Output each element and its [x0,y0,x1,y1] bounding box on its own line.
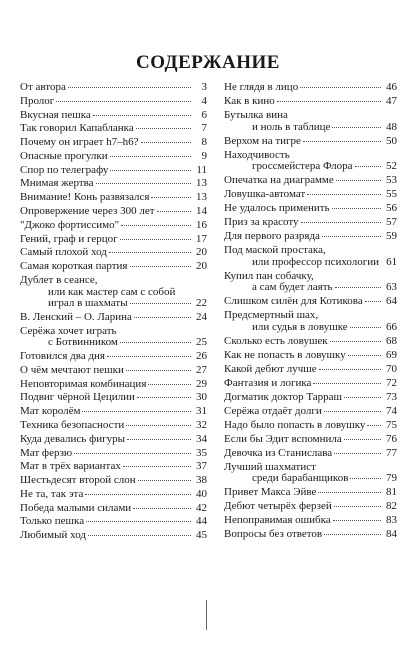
toc-page-number: 77 [386,446,397,459]
toc-page-number: 75 [386,418,397,431]
toc-entry-title: Сколько есть ловушек [224,334,328,347]
toc-entry-title: Пролог [20,94,55,107]
toc-entry-title: Приз за красоту [224,216,299,229]
toc-page-number: 84 [386,528,397,541]
toc-entry-title: Слишком силён для Котикова [224,295,363,308]
toc-entry [20,165,207,177]
toc-page-number: 44 [196,515,207,528]
dot-leader [344,397,381,398]
toc-entry-title: Не удалось применить [224,202,330,215]
toc-entry [224,487,397,499]
toc-entry-title: Так говорил Капабланка [20,122,134,135]
toc-entry-title: Бутылка вина [224,108,288,121]
page-center-mark [206,600,207,630]
toc-entry [20,392,207,404]
toc-page-number: 81 [386,486,397,499]
toc-entry-title: Надо было попасть в ловушку [224,418,366,431]
dot-leader [324,534,381,535]
toc-entry-title: Предсмертный шах, [224,309,319,322]
toc-page-number: 22 [196,297,207,310]
toc-page-number: 83 [386,514,397,527]
toc-entry [224,406,397,418]
dot-leader [365,301,381,302]
toc-page-number: 48 [386,120,397,133]
toc-entry-title: Опровержение через 300 лет [20,205,155,218]
toc-entry-title: или профессор психологии [252,255,380,268]
toc-entry [20,247,207,259]
toc-entry-title: среди барабанщиков [252,472,349,485]
toc-entry [224,515,397,527]
toc-entry-title: Какой дебют лучше [224,362,317,375]
dot-leader [56,101,191,102]
toc-entry [224,82,397,94]
toc-entry-title: Любимый ход [20,529,87,542]
toc-entry-title: Догматик доктор Тарраш [224,390,343,403]
toc-entry-title: Под маской простака, [224,244,326,257]
toc-page-number: 13 [196,177,207,190]
dot-leader [300,87,381,88]
toc-page-number: 25 [196,336,207,349]
toc-entry [20,82,207,94]
toc-entry-title: Вопросы без ответов [224,528,323,541]
dot-leader [367,425,381,426]
toc-entry-title: Мат в трёх вариантах [20,460,121,473]
toc-entry [20,326,207,349]
toc-entry-title: Не та, так эта [20,487,84,500]
toc-entry-title: В. Ленский – О. Ларина [20,310,132,323]
toc-entry [224,136,397,148]
toc-entry [20,530,207,542]
toc-page-number: 4 [201,94,207,107]
toc-page-number: 55 [386,188,397,201]
dot-leader [151,197,191,198]
toc-entry [224,217,397,229]
toc-entry-title: а сам будет лаять [252,281,333,294]
toc-entry [224,271,397,294]
toc-entry [20,312,207,324]
toc-entry [20,220,207,232]
dot-leader [130,266,192,267]
dot-leader [319,369,381,370]
toc-entry [224,364,397,376]
dot-leader [334,453,381,454]
toc-entry-title: "Джоко фортиссимо" [20,218,120,231]
toc-entry [20,96,207,108]
toc-page-number: 40 [196,487,207,500]
toc-entry-title: Победа малыми силами [20,501,132,514]
toc-entry [20,137,207,149]
toc-entry-title: или как мастер сам с собой [48,285,176,298]
dot-leader [134,317,191,318]
toc-entry [20,516,207,528]
dot-leader [344,439,381,440]
toc-entry [224,96,397,108]
page-title: СОДЕРЖАНИЕ [136,52,280,73]
toc-entry-title: Вкусная пешка [20,108,91,121]
dot-leader [277,101,381,102]
toc-entry-title: Ловушка-автомат [224,188,306,201]
toc-entry [224,203,397,215]
toc-page-number: 79 [386,472,397,485]
dot-leader [93,115,191,116]
toc-page-number: 61 [386,255,398,268]
toc-entry-title: Как в кино [224,94,275,107]
toc-entry-title: Находчивость [224,148,290,161]
dot-leader [110,170,191,171]
toc-page-number: 27 [196,363,207,376]
toc-entry-title: Мат ферзю [20,446,73,459]
toc-page-number: 3 [201,81,207,93]
toc-page-number: 13 [196,191,207,204]
toc-page-number: 34 [196,432,207,445]
toc-entry [20,206,207,218]
dot-leader [335,287,381,288]
toc-page-number: 76 [386,432,397,445]
toc-entry-title: Дублет в сеансе, [20,273,98,286]
toc-page-number: 9 [201,149,207,162]
toc-entry-title: Внимание! Конь развязался [20,191,150,204]
toc-page-number: 35 [196,446,207,459]
toc-entry [224,336,397,348]
toc-entry [224,529,397,541]
dot-leader [322,236,381,237]
toc-page-number: 7 [201,122,207,135]
dot-leader [355,166,382,167]
toc-entry [20,151,207,163]
dot-leader [333,520,381,521]
toc-page-number: 20 [196,260,207,273]
dot-leader [86,521,191,522]
toc-entry-title: Верхом на тигре [224,134,301,147]
dot-leader [127,439,191,440]
toc-entry [20,192,207,204]
toc-entry-title: играл в шахматы [48,297,128,310]
dot-leader [88,535,191,536]
toc-page-number: 68 [386,334,397,347]
dot-leader [336,180,381,181]
toc-entry-title: и ноль в таблице [252,120,331,133]
toc-entry [224,245,397,268]
toc-entry-title: Готовился два дня [20,350,105,363]
dot-leader [120,239,191,240]
toc-page-number: 64 [386,295,397,308]
toc-entry [224,378,397,390]
toc-entry-title: Куда девались фигуры [20,432,125,445]
dot-leader [348,355,381,356]
dot-leader [148,384,191,385]
toc-page-number: 72 [386,376,397,389]
toc-entry-title: с Ботвинником [48,336,118,349]
toc-page-number: 47 [386,94,397,107]
toc-entry-title: Только пешка [20,515,85,528]
toc-entry-title: Опасные прогулки [20,149,108,162]
toc-entry [20,234,207,246]
toc-page-number: 26 [196,350,207,363]
toc-entry-title: или судья в ловушке [252,320,348,333]
toc-entry [224,310,397,333]
toc-entry [20,489,207,501]
dot-leader [109,252,191,253]
dot-leader [136,128,191,129]
toc-entry-title: Мат королём [20,405,81,418]
toc-entry-title: Фантазия и логика [224,376,312,389]
dot-leader [138,480,191,481]
toc-entry [224,110,397,133]
dot-leader [137,397,191,398]
toc-entry-title: Для первого разряда [224,230,320,243]
toc-entry-title: Лучший шахматист [224,460,316,473]
toc-entry-title: Не глядя в лицо [224,81,299,93]
dot-leader [141,142,191,143]
toc-entry-title: Гений, граф и герцог [20,232,118,245]
toc-page-number: 6 [201,108,207,121]
toc-page-number: 29 [196,377,207,390]
toc-column-left [20,82,207,544]
toc-entry [224,392,397,404]
toc-entry-title: Серёжа хочет играть [20,324,117,337]
toc-entry [224,175,397,187]
toc-page-number: 38 [196,474,207,487]
dot-leader [350,478,381,479]
dot-leader [157,211,191,212]
dot-leader [307,194,381,195]
toc-entry [224,189,397,201]
toc-entry [20,178,207,190]
toc-entry [224,150,397,173]
dot-leader [74,453,191,454]
toc-entry-title: Дебют четырёх ферзей [224,500,332,513]
toc-entry [20,351,207,363]
toc-page-number: 52 [386,160,397,173]
dot-leader [120,342,191,343]
toc-page-number: 20 [196,246,207,259]
dot-leader [126,370,191,371]
dot-leader [133,508,191,509]
toc-page-number: 73 [386,390,397,403]
toc-page-number: 70 [386,362,397,375]
dot-leader [96,183,191,184]
toc-page-number: 66 [386,320,397,333]
toc-entry [224,501,397,513]
toc-entry-title: Шестьдесят второй слон [20,474,136,487]
dot-leader [121,225,191,226]
dot-leader [350,327,381,328]
toc-entry [224,350,397,362]
toc-page-number: 82 [386,500,397,513]
toc-entry-title: гроссмейстера Флора [252,160,353,173]
toc-entry-title: Купил пан собачку, [224,269,314,282]
toc-page-number: 24 [196,310,207,323]
toc-entry-title: Мнимая жертва [20,177,94,190]
toc-entry [20,379,207,391]
toc-entry [20,503,207,515]
toc-entry-title: Если бы Эдит вспомнила [224,432,342,445]
dot-leader [82,411,191,412]
toc-entry [224,448,397,460]
toc-page-number: 14 [196,205,207,218]
toc-page-number: 69 [386,348,397,361]
dot-leader [68,87,191,88]
dot-leader [334,506,381,507]
toc-page-number: 46 [386,81,397,93]
toc-page-number: 37 [196,460,207,473]
toc-entry [20,275,207,310]
toc-entry-title: Самый плохой ход [20,246,107,259]
toc-page-number: 53 [386,174,397,187]
toc-page-number: 8 [201,136,207,149]
toc-page-number: 50 [386,134,397,147]
toc-entry [224,434,397,446]
toc-entry-title: Самая короткая партия [20,260,128,273]
dot-leader [126,425,191,426]
toc-page-number: 74 [386,404,397,417]
toc-entry [224,231,397,243]
toc-entry-title: Неповторимая комбинация [20,377,147,390]
toc-entry [20,461,207,473]
toc-column-right [224,82,397,543]
toc-page-number: 16 [196,218,207,231]
dot-leader [123,466,191,467]
toc-entry [224,296,397,308]
dot-leader [301,222,381,223]
toc-entry [20,475,207,487]
toc-page-number: 56 [386,202,397,215]
dot-leader [130,303,191,304]
toc-page-number: 31 [196,405,207,418]
toc-entry-title: О чём мечтают пешки [20,363,124,376]
toc-entry [20,110,207,122]
toc-page-number: 42 [196,501,207,514]
dot-leader [332,127,381,128]
toc-entry-title: Непоправимая ошибка [224,514,331,527]
dot-leader [332,208,381,209]
dot-leader [110,156,191,157]
toc-entry [20,448,207,460]
toc-entry [20,123,207,135]
toc-entry-title: Привет Макса Эйве [224,486,317,499]
dot-leader [330,341,381,342]
toc-page-number: 32 [196,418,207,431]
toc-entry [20,261,207,273]
toc-page-number: 30 [196,391,207,404]
toc-entry-title: От автора [20,81,66,93]
toc-entry [224,420,397,432]
toc-entry-title: Опечатка на диаграмме [224,174,334,187]
toc-entry [224,462,397,485]
toc-entry-title: Почему он играет h7–h6? [20,136,139,149]
toc-entry-title: Спор по телеграфу [20,163,109,176]
toc-entry [20,365,207,377]
toc-page-number: 57 [386,216,397,229]
toc-entry-title: Подвиг чёрной Цецилии [20,391,135,404]
dot-leader [85,494,191,495]
toc-entry-title: Девочка из Станислава [224,446,333,459]
toc-entry [20,420,207,432]
dot-leader [107,356,191,357]
toc-entry-title: Техника безопасности [20,418,125,431]
toc-entry [20,406,207,418]
dot-leader [318,492,381,493]
dot-leader [303,141,381,142]
toc-page-number: 45 [196,529,207,542]
toc-page-number: 11 [196,163,207,176]
toc-entry-title: Серёжа отдаёт долги [224,404,322,417]
dot-leader [313,383,381,384]
dot-leader [324,411,381,412]
toc-page-number: 63 [386,281,397,294]
toc-page-number: 59 [386,230,397,243]
toc-entry [20,434,207,446]
toc-entry-title: Как не попасть в ловушку [224,348,346,361]
toc-page-number: 17 [196,232,207,245]
